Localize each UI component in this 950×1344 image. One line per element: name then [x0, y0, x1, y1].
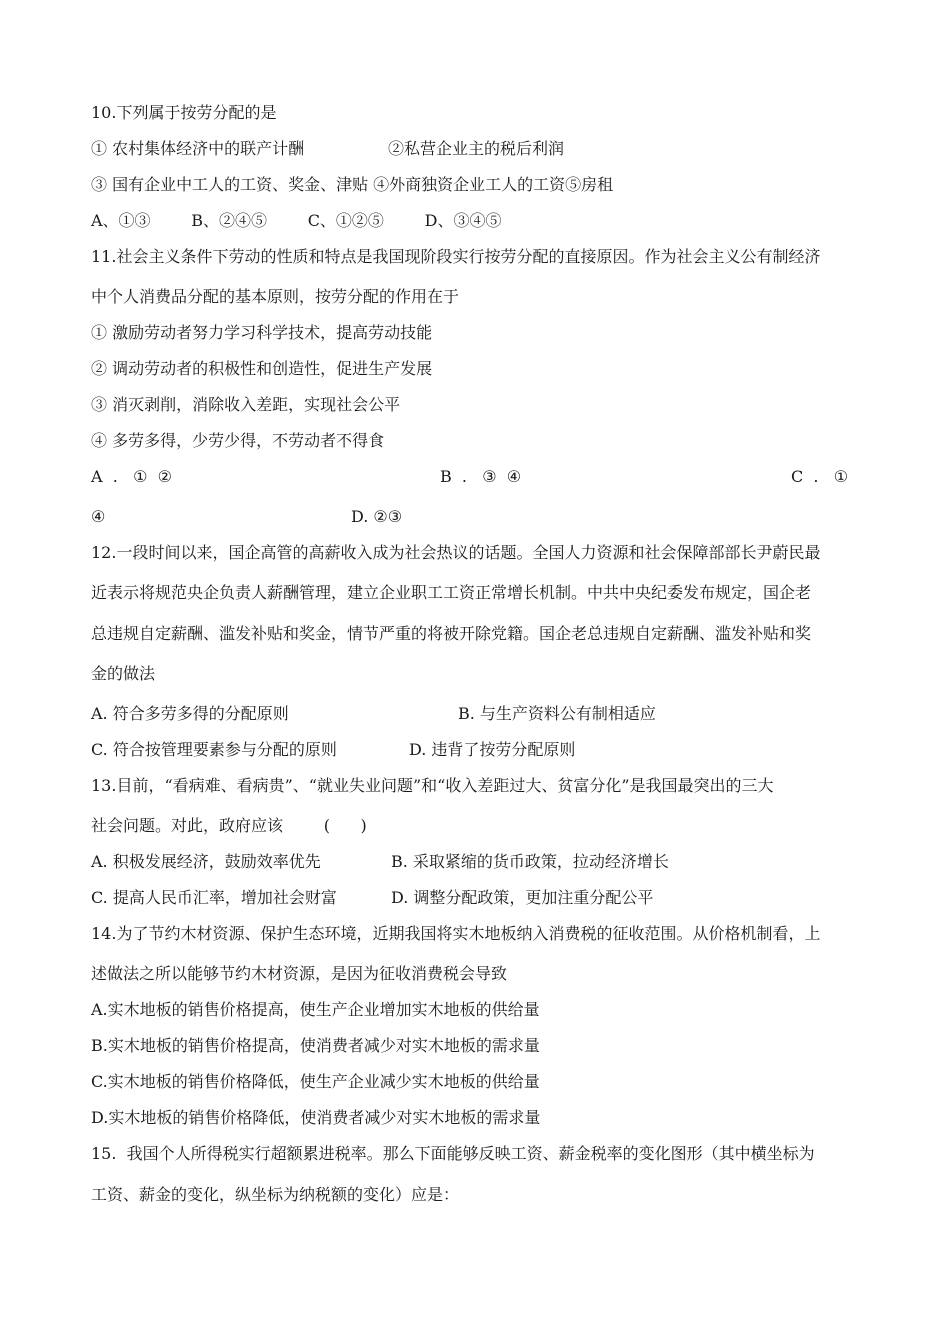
q10-statement-1: ① 农村集体经济中的联产计酬 [91, 139, 305, 158]
q14-stem-line-2: 述做法之所以能够节约木材资源，是因为征收消费税会导致 [91, 964, 508, 983]
q14-stem-line-1: 14.为了节约木材资源、保护生态环境，近期我国将实木地板纳入消费税的征收范围。从价格机制看，上 [91, 924, 821, 943]
q11-choice-c: C . ① [791, 467, 849, 486]
q13-stem-line-1: 13.目前，“看病难、看病贵”、“就业失业问题”和“收入差距过大、贫富分化”是我国最突出的三大 [91, 776, 774, 795]
q12-stem-line-1: 12.一段时间以来，国企高管的高薪收入成为社会热议的话题。全国人力资源和社会保障部部长尹蔚民最 [91, 543, 821, 562]
q12-stem-line-2: 近表示将规范央企负责人薪酬管理，建立企业职工工资正常增长机制。中共中央纪委发布规定，国企老 [91, 583, 812, 602]
q10-statement-3-5: ③ 国有企业中工人的工资、奖金、津贴 ④外商独资企业工人的工资⑤房租 [91, 175, 614, 194]
q12-stem-line-3: 总违规自定薪酬、滥发补贴和奖金，情节严重的将被开除党籍。国企老总违规自定薪酬、滥发补贴和奖 [91, 624, 812, 643]
q11-statement-1: ① 激励劳动者努力学习科学技术，提高劳动技能 [91, 323, 433, 342]
q11-choice-d: D. ②③ [351, 507, 403, 526]
q10-choices: A、①③ B、②④⑤ C、①②⑤ D、③④⑤ [91, 211, 502, 230]
q12-stem-line-4: 金的做法 [91, 664, 156, 683]
q13-option-b: B. 采取紧缩的货币政策，拉动经济增长 [391, 852, 669, 871]
q10-statement-2: ②私营企业主的税后利润 [388, 139, 565, 158]
q11-choice-a: A . ① ② [91, 467, 172, 486]
q11-choice-c-continued: ④ [91, 507, 106, 526]
q14-option-a: A.实木地板的销售价格提高，使生产企业增加实木地板的供给量 [91, 1000, 540, 1019]
q10-stem: 10.下列属于按劳分配的是 [91, 103, 277, 122]
q15-stem-line-1: 15. 我国个人所得税实行超额累进税率。那么下面能够反映工资、薪金税率的变化图形（其中横坐标为 [91, 1144, 815, 1163]
q12-option-d: D. 违背了按劳分配原则 [409, 740, 576, 759]
q13-option-d: D. 调整分配政策，更加注重分配公平 [391, 888, 654, 907]
q11-choice-b: B . ③ ④ [440, 467, 522, 486]
q14-option-b: B.实木地板的销售价格提高，使消费者减少对实木地板的需求量 [91, 1036, 540, 1055]
q12-option-c: C. 符合按管理要素参与分配的原则 [91, 740, 337, 759]
q14-option-d: D.实木地板的销售价格降低，使消费者减少对实木地板的需求量 [91, 1108, 541, 1127]
q14-option-c: C.实木地板的销售价格降低，使生产企业减少实木地板的供给量 [91, 1072, 540, 1091]
q15-stem-line-2: 工资、薪金的变化，纵坐标为纳税额的变化）应是： [91, 1185, 460, 1204]
q11-statement-4: ④ 多劳多得，少劳少得，不劳动者不得食 [91, 431, 385, 450]
q13-stem-line-2: 社会问题。对此，政府应该 ( ) [91, 816, 367, 835]
q13-option-a: A. 积极发展经济，鼓励效率优先 [91, 852, 321, 871]
q11-statement-3: ③ 消灭剥削，消除收入差距，实现社会公平 [91, 395, 401, 414]
q11-statement-2: ② 调动劳动者的积极性和创造性，促进生产发展 [91, 359, 433, 378]
q11-stem-line-2: 中个人消费品分配的基本原则，按劳分配的作用在于 [91, 287, 460, 306]
q13-option-c: C. 提高人民币汇率，增加社会财富 [91, 888, 337, 907]
q11-stem-line-1: 11.社会主义条件下劳动的性质和特点是我国现阶段实行按劳分配的直接原因。作为社会主义公有制经济 [91, 247, 821, 266]
q12-option-a: A. 符合多劳多得的分配原则 [91, 704, 289, 723]
q12-option-b: B. 与生产资料公有制相适应 [458, 704, 656, 723]
